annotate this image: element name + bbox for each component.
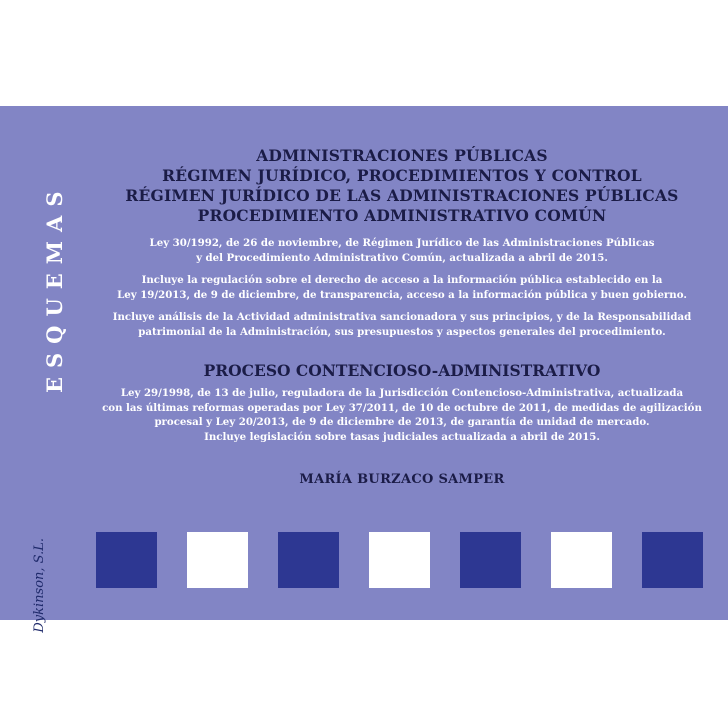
description-line: procesal y Ley 20/2013, de 9 de diciembre de 2013, de garantía de unidad de mercado. (154, 416, 650, 428)
description-paragraph (90, 236, 714, 265)
description-paragraph (90, 273, 714, 302)
title-line-2: RÉGIMEN JURÍDICO, PROCEDIMIENTOS Y CONTROL (162, 166, 642, 185)
decorative-square (187, 532, 248, 588)
cover-content (90, 146, 714, 487)
description-line: con las últimas reformas operadas por Ley 37/2011, de 10 de octubre de 2011, de medidas de agilización (102, 401, 702, 414)
decorative-square (278, 532, 339, 588)
description-line: y del Procedimiento Administrativo Común, actualizada a abril de 2015. (196, 251, 608, 264)
decorative-square (642, 532, 703, 588)
subtitle: PROCESO CONTENCIOSO-ADMINISTRATIVO (203, 361, 601, 380)
decorative-square (369, 532, 430, 588)
publisher-logo: Dykinson, S.L. (32, 538, 47, 633)
title-line-1: ADMINISTRACIONES PÚBLICAS (256, 146, 548, 165)
cover-spine-strip (24, 178, 67, 633)
description-paragraph (90, 310, 714, 339)
book-cover (0, 106, 728, 633)
decorative-square (551, 532, 612, 588)
description-line: Ley 19/2013, de 9 de diciembre, de transparencia, acceso a la información pública y buen gobierno. (117, 288, 687, 301)
description-line: Incluye análisis de la Actividad administrativa sancionadora y sus principios, y de la Responsabilidad (112, 311, 692, 323)
description-line: Incluye la regulación sobre el derecho de acceso a la información pública establecido en la (141, 274, 663, 286)
title-line-3: RÉGIMEN JURÍDICO DE LAS ADMINISTRACIONES PÚBLICAS (125, 186, 679, 205)
series-label: ESQUEMAS (42, 182, 67, 394)
description-line: patrimonial de la Administración, sus presupuestos y aspectos generales del procedimiento. (138, 325, 666, 338)
description-line: Incluye legislación sobre tasas judiciales actualizada a abril de 2015. (204, 430, 600, 443)
author-name: MARÍA BURZACO SAMPER (299, 472, 505, 487)
description-paragraph (90, 386, 714, 444)
decorative-squares-row (96, 532, 706, 592)
description-line: Ley 30/1992, de 26 de noviembre, de Régimen Jurídico de las Administraciones Públicas (149, 237, 655, 249)
description-line: Ley 29/1998, de 13 de julio, reguladora de la Jurisdicción Contencioso-Administrativa, actualizada (120, 387, 684, 399)
title-line-4: PROCEDIMIENTO ADMINISTRATIVO COMÚN (197, 206, 607, 225)
decorative-square (96, 532, 157, 588)
decorative-square (460, 532, 521, 588)
